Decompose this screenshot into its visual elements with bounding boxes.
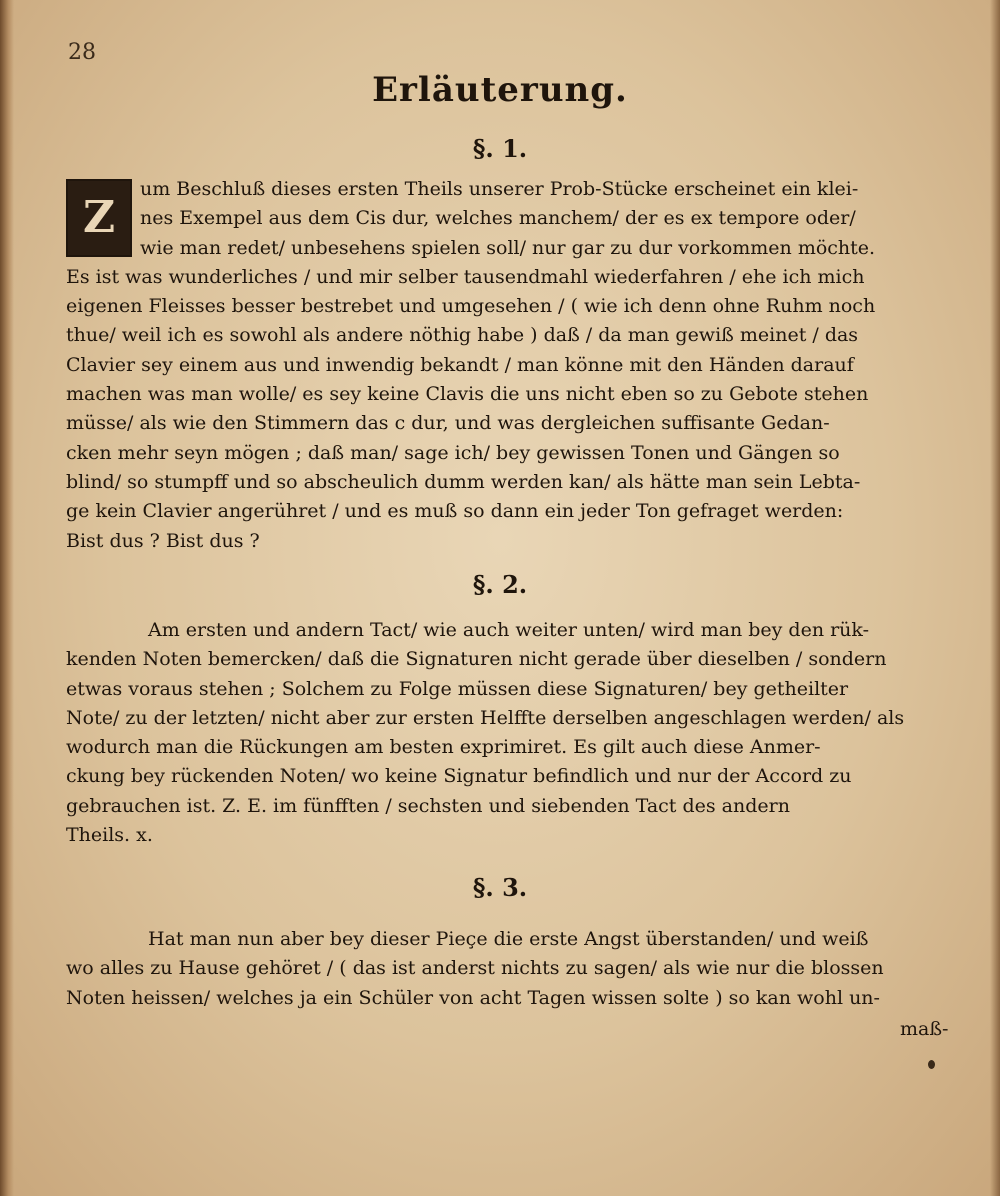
section-1-paragraph bbox=[66, 175, 946, 556]
section-3-paragraph bbox=[66, 925, 946, 1013]
text-line: cken mehr seyn mögen ; daß man/ sage ich/ bey gewissen Tonen und Gängen so bbox=[66, 441, 840, 464]
text-line: wodurch man die Rückungen am besten exprimiret. Es gilt auch diese Anmer- bbox=[66, 736, 821, 759]
section-mark-1: §. 1. bbox=[472, 134, 528, 163]
text-line: Bist dus ? Bist dus ? bbox=[66, 529, 260, 552]
text-line: nes Exempel aus dem Cis dur, welches manchem/ der es ex tempore oder/ bbox=[140, 207, 856, 230]
text-line: Hat man nun aber bey dieser Pieçe die erste Angst überstanden/ und weiß bbox=[148, 928, 869, 950]
text-line: Note/ zu der letzten/ nicht aber zur ersten Helffte derselben angeschlagen werden/ als bbox=[66, 706, 905, 729]
text-line: machen was man wolle/ es sey keine Clavis die uns nicht eben so zu Gebote stehen bbox=[66, 383, 869, 406]
section-mark-2: §. 2. bbox=[472, 570, 528, 599]
text-line: eigenen Fleisses besser bestrebet und umgesehen / ( wie ich denn ohne Ruhm noch bbox=[66, 295, 876, 318]
text-line: Clavier sey einem aus und inwendig bekandt / man könne mit den Händen darauf bbox=[66, 353, 854, 376]
text-line: um Beschluß dieses ersten Theils unserer Prob-Stücke erscheinet ein klei- bbox=[140, 178, 859, 200]
catchword: maß- bbox=[900, 1018, 949, 1040]
page-number: 28 bbox=[68, 40, 96, 65]
text-line: etwas voraus stehen ; Solchem zu Folge müssen diese Signaturen/ bey getheilter bbox=[66, 677, 849, 700]
ink-speck bbox=[928, 1060, 935, 1069]
initial-letter: Z bbox=[82, 192, 116, 244]
text-line: wie man redet/ unbesehens spielen soll/ nur gar zu dur vorkommen möchte. bbox=[140, 236, 876, 259]
text-line: wo alles zu Hause gehöret / ( das ist anderst nichts zu sagen/ als wie nur die blossen bbox=[66, 957, 884, 980]
text-line: ge kein Clavier angerühret / und es muß so dann ein jeder Ton gefraget werden: bbox=[66, 500, 844, 523]
section-2-paragraph bbox=[66, 616, 946, 850]
text-line: gebrauchen ist. Z. E. im fünfften / sechsten und siebenden Tact des andern bbox=[66, 794, 790, 817]
text-line: Theils. x. bbox=[66, 824, 153, 847]
text-line: Noten heissen/ welches ja ein Schüler von acht Tagen wissen solte ) so kan wohl un- bbox=[66, 986, 880, 1009]
text-line: müsse/ als wie den Stimmern das c dur, und was dergleichen suffisante Gedan- bbox=[66, 412, 830, 435]
text-line: Es ist was wunderliches / und mir selber tausendmahl wiederfahren / ehe ich mich bbox=[66, 265, 865, 288]
page-heading: Erläuterung. bbox=[372, 70, 628, 110]
text-line: Am ersten und andern Tact/ wie auch weiter unten/ wird man bey den rük- bbox=[148, 619, 870, 641]
decorated-initial bbox=[66, 179, 132, 257]
text-line: blind/ so stumpff und so abscheulich dumm werden kan/ als hätte man sein Lebta- bbox=[66, 470, 861, 493]
text-line: ckung bey rückenden Noten/ wo keine Signatur befindlich und nur der Accord zu bbox=[66, 765, 852, 788]
text-line: thue/ weil ich es sowohl als andere nöthig habe ) daß / da man gewiß meinet / das bbox=[66, 324, 859, 347]
text-line: kenden Noten bemercken/ daß die Signaturen nicht gerade über dieselben / sondern bbox=[66, 648, 887, 671]
section-mark-3: §. 3. bbox=[472, 873, 528, 902]
